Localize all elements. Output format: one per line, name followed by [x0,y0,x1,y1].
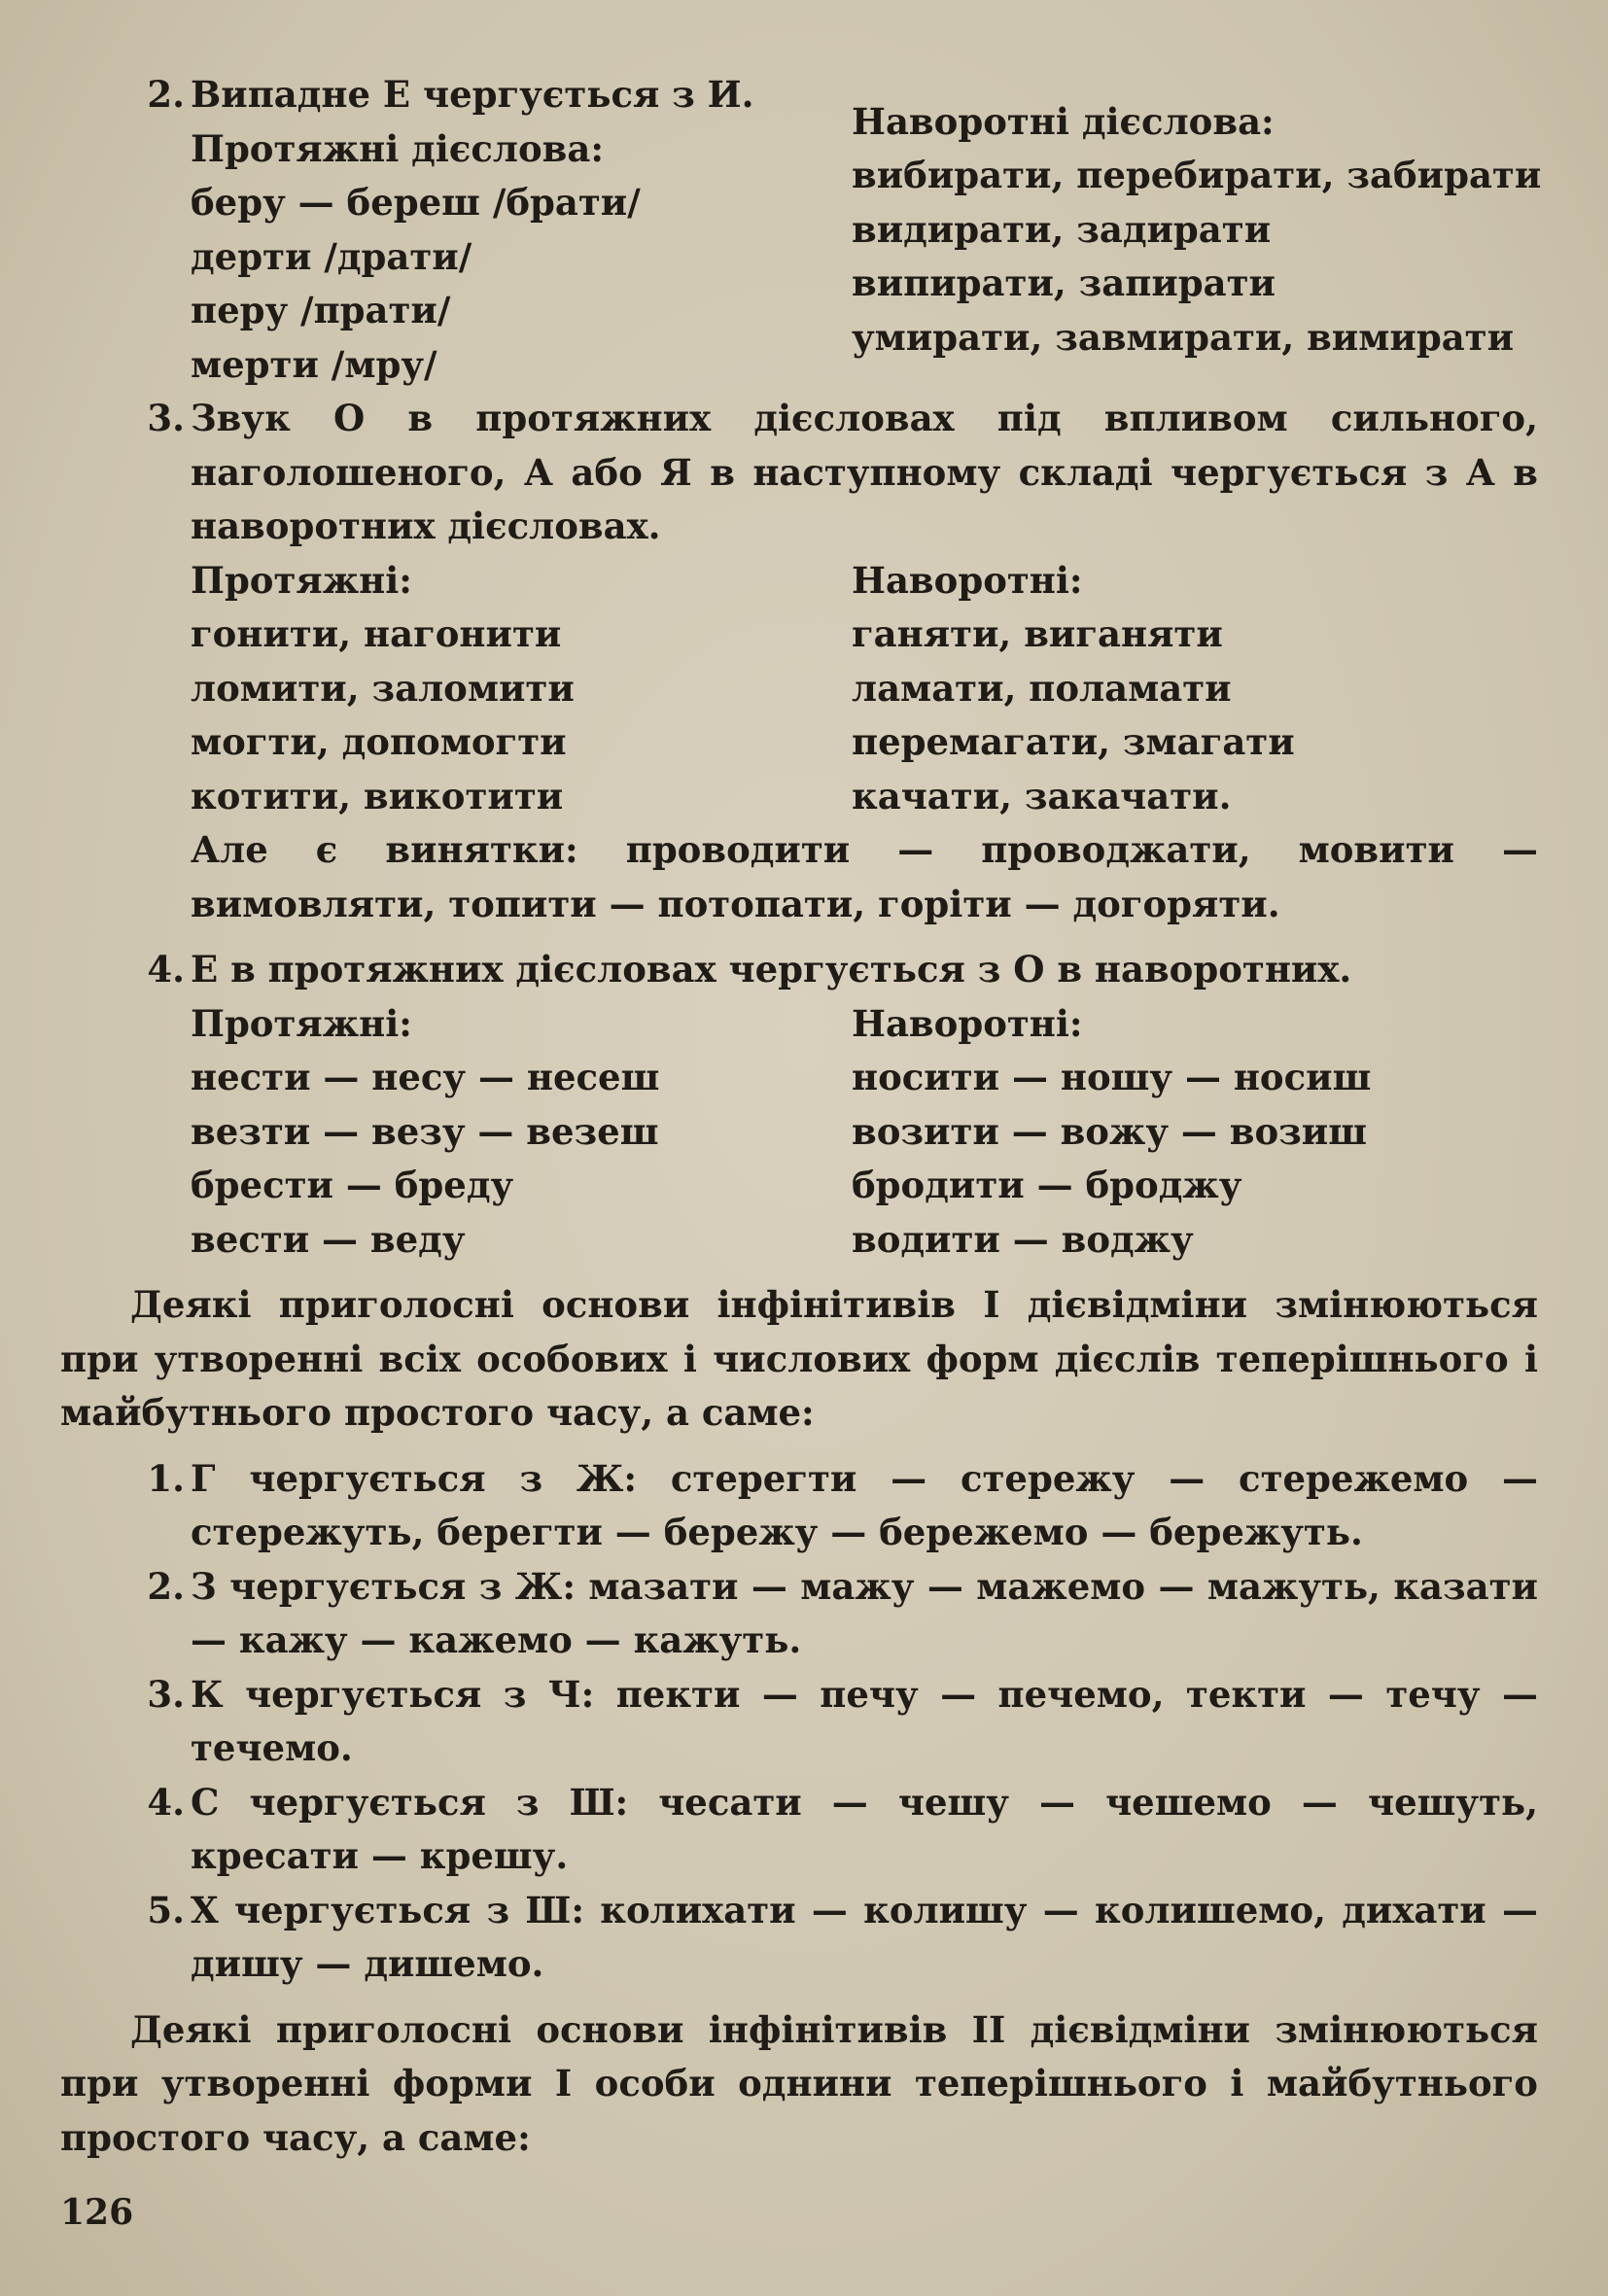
item-number: 1. [147,1456,185,1500]
item-number: 3. [147,397,185,439]
example-line: випирати, запирати [852,261,1276,304]
page-number: 126 [60,2192,134,2233]
column-heading: Наворотні: [852,1001,1083,1045]
list-item [60,1668,1538,1776]
item-number: 2. [147,73,185,116]
column-heading: Протяжні: [191,1001,412,1045]
example-line: перу /прати/ [191,289,451,331]
list-item-4 [60,943,1538,997]
list-item [60,1776,1538,1884]
comparison-table-4 [60,997,1538,1268]
example-line: вибирати, перебирати, забирати [852,154,1542,196]
example-line: носити — ношу — носиш [852,1056,1372,1098]
example-line: дерти /драти/ [191,234,472,278]
example-line: ганяти, виганяти [852,612,1223,655]
right-column [852,997,1538,1268]
item-text: Х чергується з Ш: колихати — колишу — колишемо, дихати — дишу — дишемо. [191,1888,1538,1985]
comparison-table-2 [60,99,1542,393]
example-line: водити — воджу [852,1217,1194,1261]
example-line: котити, викотити [191,774,564,818]
paragraph: Деякі приголосні основи інфінітивів І дієвідміни змінюються при утворенні всіх особових і числових форм дієслів теперішнього і майбутнього простого часу, а саме: [60,1283,1538,1434]
column-heading: Наворотні: [852,558,1083,602]
item-text: З чергується з Ж: мазати — мажу — мажемо — мажуть, казати — кажу — кажемо — кажуть. [191,1564,1538,1661]
list-item [60,1884,1538,1992]
note-text: Але є винятки: проводити — проводжати, мовити — вимовляти, топити — потопати, горіти — догоряти. [191,828,1538,925]
item-number: 5. [147,1888,185,1931]
column-heading: Наворотні дієслова: [852,99,1275,143]
item-heading: Випадне Е чергується з И. [191,73,754,116]
example-line: ломити, заломити [191,666,575,710]
example-line: умирати, завмирати, вимирати [852,315,1515,359]
item-text: С чергується з Ш: чесати — чешу — чешемо — чешуть, кресати — крешу. [191,1780,1538,1877]
comparison-table-3 [60,554,1538,824]
item-text: Звук О в протяжних дієсловах під впливом сильного, наголошеного, А або Я в наступному складі чергується з А в наворотних дієсловах. [191,397,1538,547]
example-line: перемагати, змагати [852,720,1295,763]
example-line: мерти /мру/ [191,342,437,386]
example-line: вести — веду [191,1217,466,1261]
example-line: ламати, поламати [852,666,1232,710]
item-number: 3. [147,1672,185,1716]
column-heading: Протяжні дієслова: [191,126,605,170]
item-number: 4. [147,1780,185,1824]
list-item [60,1560,1538,1668]
left-column [191,122,852,393]
list-item-2 [60,68,1538,122]
exceptions-note [60,823,1538,931]
column-heading: Протяжні: [191,558,412,602]
item-number: 4. [147,948,185,991]
item-number: 2. [147,1564,185,1608]
example-line: беру — береш /брати/ [191,181,641,224]
example-line: видирати, задирати [852,207,1272,251]
example-line: бродити — броджу [852,1164,1242,1206]
left-column [191,554,852,824]
right-column [852,554,1538,824]
example-line: гонити, нагонити [191,612,562,655]
example-line: могти, допомогти [191,720,567,763]
item-text: Г чергується з Ж: стерегти — стережу — стережемо — стережуть, берегти — бережу — бережемо — бережуть. [191,1456,1538,1553]
left-column [191,997,852,1268]
list-item [60,1452,1538,1560]
item-heading: Е в протяжних дієсловах чергується з О в наворотних. [191,948,1352,991]
example-line: возити — вожу — возиш [852,1109,1367,1153]
example-line: брести — бреду [191,1164,514,1206]
right-column [852,95,1541,393]
paragraph: Деякі приголосні основи інфінітивів II дієвідміни змінюються при утворенні форми І особи однини теперішнього і майбутнього простого часу, а саме: [60,2007,1538,2159]
list-item-3 [60,392,1538,554]
example-line: нести — несу — несеш [191,1056,660,1098]
page-content [60,68,1542,2165]
example-line: везти — везу — везеш [191,1109,659,1153]
example-line: качати, закачати. [852,774,1232,818]
item-text: К чергується з Ч: пекти — печу — печемо, текти — течу — течемо. [191,1672,1538,1769]
